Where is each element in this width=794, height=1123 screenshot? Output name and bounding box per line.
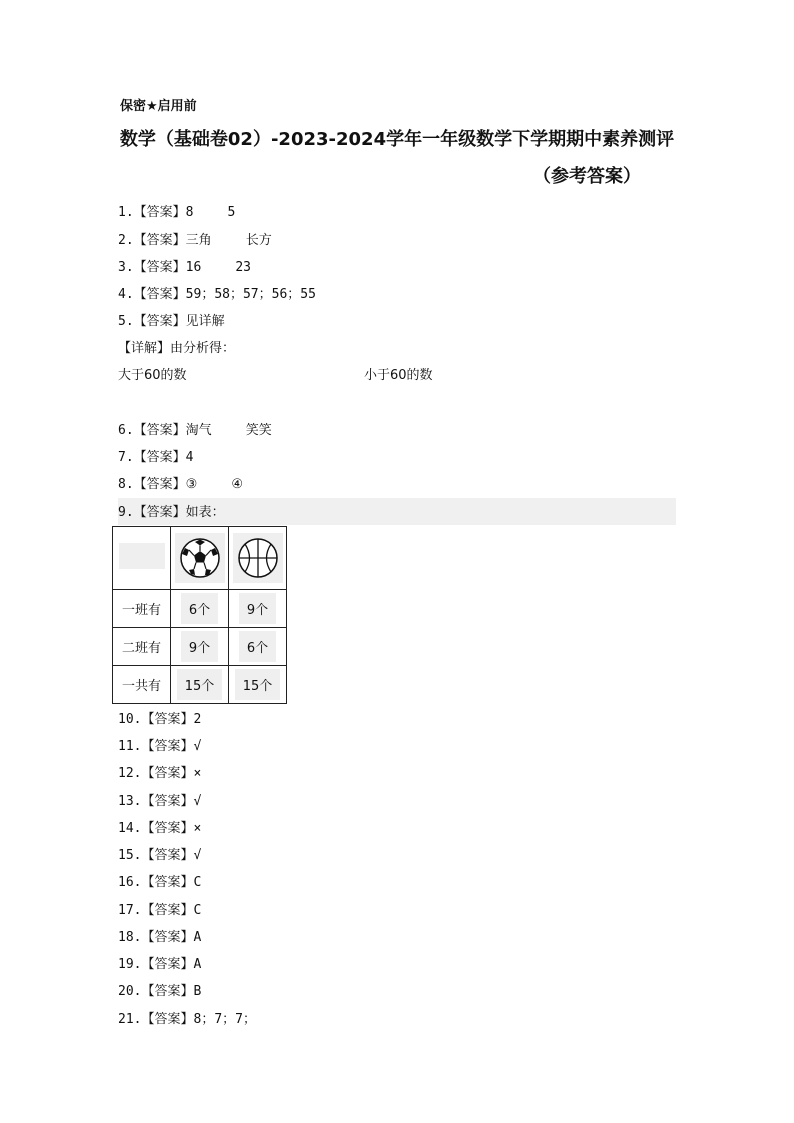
answer-18: 18.【答案】A [118,930,202,945]
table-header-basketball [229,527,287,590]
basketball-count: 15个 [229,666,287,704]
answer-12: 12.【答案】× [118,766,202,781]
answer-4: 4.【答案】59；58；57；56；55 [118,287,316,302]
basketball-count: 6个 [229,628,287,666]
table-corner-cell [113,527,171,590]
row-label: 一共有 [113,666,171,704]
answer-7: 7.【答案】4 [118,450,194,465]
answer-15: 15.【答案】√ [118,848,202,863]
table-row [113,666,287,704]
basketball-count: 9个 [229,590,287,628]
answer-13: 13.【答案】√ [118,794,202,809]
answer-10: 10.【答案】2 [118,712,202,727]
answer-11: 11.【答案】√ [118,739,202,754]
page-subtitle: （参考答案） [533,166,641,187]
answer-14: 14.【答案】× [118,821,202,836]
table-row [113,628,287,666]
answer-1: 1.【答案】8 5 [118,205,236,220]
table-header-soccer [171,527,229,590]
table-header-row [113,527,287,590]
row-label: 一班有 [113,590,171,628]
answer-21: 21.【答案】8；7；7； [118,1012,256,1027]
soccer-count: 6个 [171,590,229,628]
soccer-count: 15个 [171,666,229,704]
row-label: 二班有 [113,628,171,666]
answer-8: 8.【答案】③ ④ [118,477,243,492]
answer-20: 20.【答案】B [118,984,202,999]
answer-3: 3.【答案】16 23 [118,260,251,275]
answer-2: 2.【答案】三角 长方 [118,233,272,248]
ball-count-table [112,526,287,704]
detail-less: 小于60的数 [364,368,433,383]
answer-17: 17.【答案】C [118,903,202,918]
detail-label: 【详解】由分析得： [118,341,236,356]
answer-5: 5.【答案】见详解 [118,314,225,329]
basketball-icon [237,537,279,579]
page-title: 数学（基础卷02）-2023-2024学年一年级数学下学期期中素养测评 [119,129,675,150]
table-row [113,590,287,628]
soccer-ball-icon [179,537,221,579]
detail-greater: 大于60的数 [118,368,187,383]
soccer-count: 9个 [171,628,229,666]
answer-9: 9.【答案】如表： [118,505,225,520]
answer-6: 6.【答案】淘气 笑笑 [118,423,272,438]
confidential-label: 保密★启用前 [120,99,197,114]
answer-19: 19.【答案】A [118,957,202,972]
answer-16: 16.【答案】C [118,875,202,890]
